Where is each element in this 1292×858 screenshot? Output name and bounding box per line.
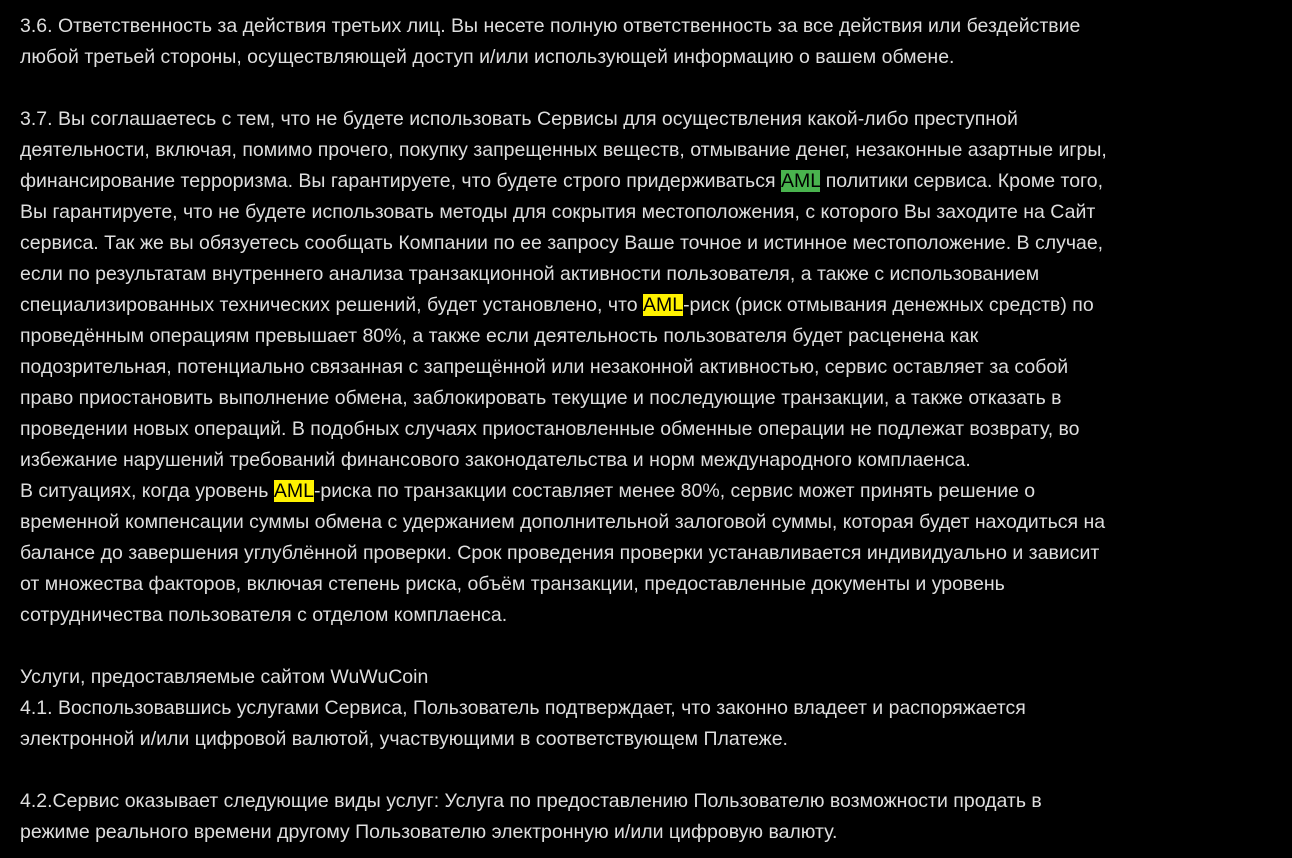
text-line: если по результатам внутреннего анализа транзакционной активности пользователя, а также с использованием [20,263,1040,285]
text-line: 4.1. Воспользовавшись услугами Сервиса, Пользователь подтверждает, что законно владеет и распоряжается [20,697,1026,719]
text-line: деятельности, включая, помимо прочего, покупку запрещенных веществ, отмывание денег, незаконные азартные игры, [20,139,1107,161]
text-line: подозрительная, потенциально связанная с запрещённой или незаконной активностью, сервис оставляет за собой [20,356,1069,378]
text-line: проведённым операциям превышает 80%, а также если деятельность пользователя будет расценена как [20,325,979,347]
text-line: 3.7. Вы соглашаетесь с тем, что не будете использовать Сервисы для осуществления какой-либо преступной [20,108,1018,130]
text-fragment: -риск (риск отмывания денежных средств) по [683,294,1094,316]
paragraph-gap [20,73,1284,104]
text-line: балансе до завершения углублённой проверки. Срок проведения проверки устанавливается индивидуально и зависит [20,542,1100,564]
text-line: электронной и/или цифровой валютой, участвующими в соответствующем Платеже. [20,728,788,750]
clause-3-7 [20,104,1284,631]
text-line [20,476,1284,507]
text-line: режиме реального времени другому Пользователю электронную и/или цифровую валюту. [20,821,838,843]
aml-highlight-yellow: AML [273,480,314,502]
text-line: сотрудничества пользователя с отделом комплаенса. [20,604,508,626]
text-line: от множества факторов, включая степень риска, объём транзакции, предоставленные документы и уровень [20,573,1005,595]
text-fragment: политики сервиса. Кроме того, [820,170,1104,192]
text-fragment: специализированных технических решений, будет установлено, что [20,294,643,316]
text-line [20,166,1284,197]
text-line: 3.6. Ответственность за действия третьих лиц. Вы несете полную ответственность за все действия или бездействие [20,15,1081,37]
text-line: право приостановить выполнение обмена, заблокировать текущие и последующие транзакции, а также отказать в [20,387,1062,409]
text-fragment: финансирование терроризма. Вы гарантируете, что будете строго придерживаться [20,170,781,192]
paragraph-gap [20,755,1284,786]
aml-highlight-green: AML [780,170,821,192]
section-heading: Услуги, предоставляемые сайтом WuWuCoin [20,666,429,688]
text-line: сервиса. Так же вы обязуетесь сообщать Компании по ее запросу Ваше точное и истинное местоположение. В случае, [20,232,1104,254]
text-line: временной компенсации суммы обмена с удержанием дополнительной залоговой суммы, которая будет находиться на [20,511,1106,533]
terms-document [20,11,1284,848]
text-fragment: -риска по транзакции составляет менее 80%, сервис может принять решение о [313,480,1036,502]
text-line: Вы гарантируете, что не будете использовать методы для сокрытия местоположения, с которого Вы заходите на Сайт [20,201,1096,223]
text-line: любой третьей стороны, осуществляющей доступ и/или использующей информацию о вашем обмене. [20,46,955,68]
text-line: проведении новых операций. В подобных случаях приостановленные обменные операции не подлежат возврату, во [20,418,1080,440]
section-4 [20,662,1284,755]
aml-highlight-yellow: AML [642,294,684,316]
paragraph-gap [20,631,1284,662]
text-line: избежание нарушений требований финансового законодательства и норм международного комплаенса. [20,449,971,471]
text-fragment: В ситуациях, когда уровень [20,480,274,502]
clause-3-6 [20,11,1284,73]
clause-4-2 [20,786,1284,848]
text-line: 4.2.Сервис оказывает следующие виды услуг: Услуга по предоставлению Пользователю возможности продать в [20,790,1042,812]
text-line [20,290,1284,321]
